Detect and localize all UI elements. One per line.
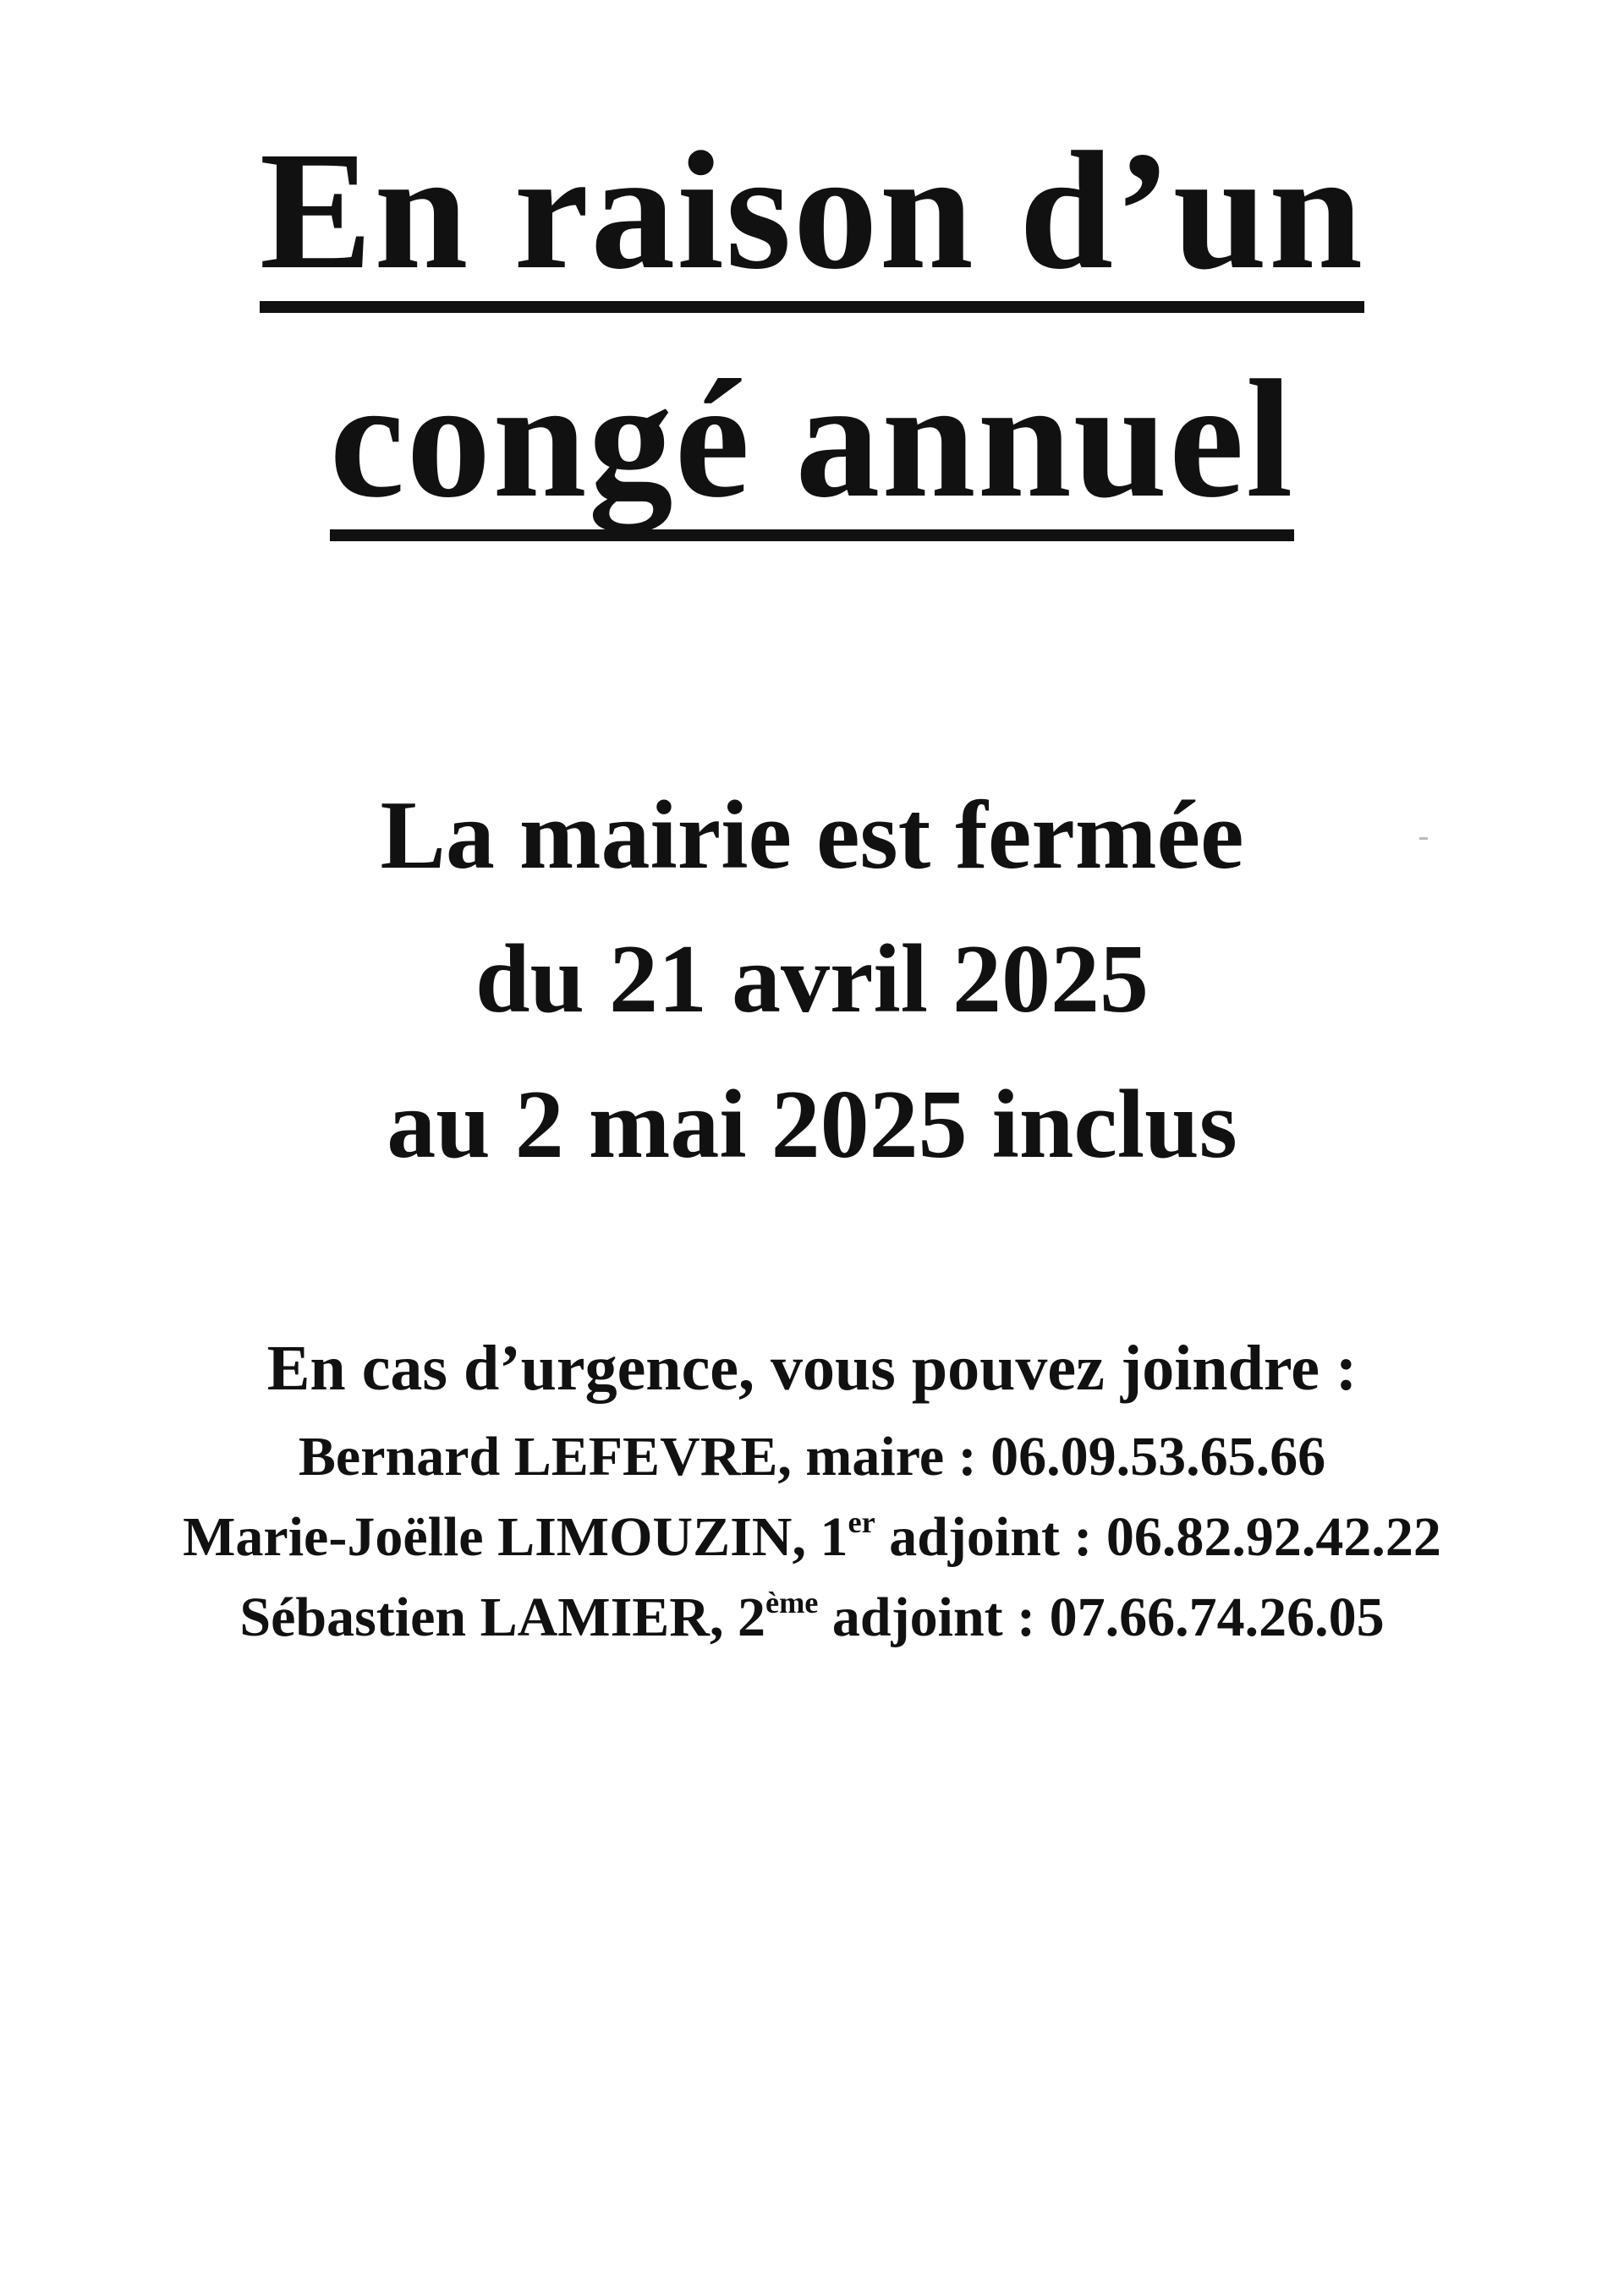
contact-role: adjoint : — [818, 1586, 1050, 1648]
emergency-intro: En cas d’urgence, vous pouvez joindre : — [266, 1333, 1358, 1404]
contact-mayor — [0, 1426, 1624, 1488]
contact-rank-suffix: ème — [765, 1585, 819, 1619]
notice-title-line-1 — [0, 118, 1624, 313]
title-text-1: En raison d’un — [260, 127, 1364, 313]
contact-name: Marie-Joëlle LIMOUZIN — [183, 1506, 793, 1568]
contact-role: adjoint : — [875, 1506, 1106, 1568]
closure-line-2: du 21 avril 2025 — [475, 925, 1149, 1033]
title-text-2: congé annuel — [330, 355, 1295, 541]
contact-phone: 06.09.53.65.66 — [990, 1426, 1326, 1488]
contact-rank-suffix: er — [848, 1504, 875, 1539]
contact-second-deputy — [0, 1585, 1624, 1648]
contact-rank: , 1 — [792, 1506, 848, 1568]
contact-name: Bernard LEFEVRE — [298, 1426, 778, 1488]
notice-title-line-2 — [0, 346, 1624, 541]
contact-role: , maire : — [777, 1426, 991, 1488]
contact-phone: 07.66.74.26.05 — [1049, 1586, 1385, 1648]
closure-line-3: au 2 mai 2025 inclus — [387, 1071, 1237, 1179]
contact-first-deputy — [0, 1504, 1624, 1568]
contact-rank: , 2 — [709, 1586, 765, 1648]
contact-phone: 06.82.92.42.22 — [1106, 1506, 1441, 1568]
contact-name: Sébastien LAMIER — [239, 1586, 710, 1648]
closure-line-1: La mairie est fermée — [380, 781, 1244, 890]
scan-speck — [1419, 837, 1428, 840]
